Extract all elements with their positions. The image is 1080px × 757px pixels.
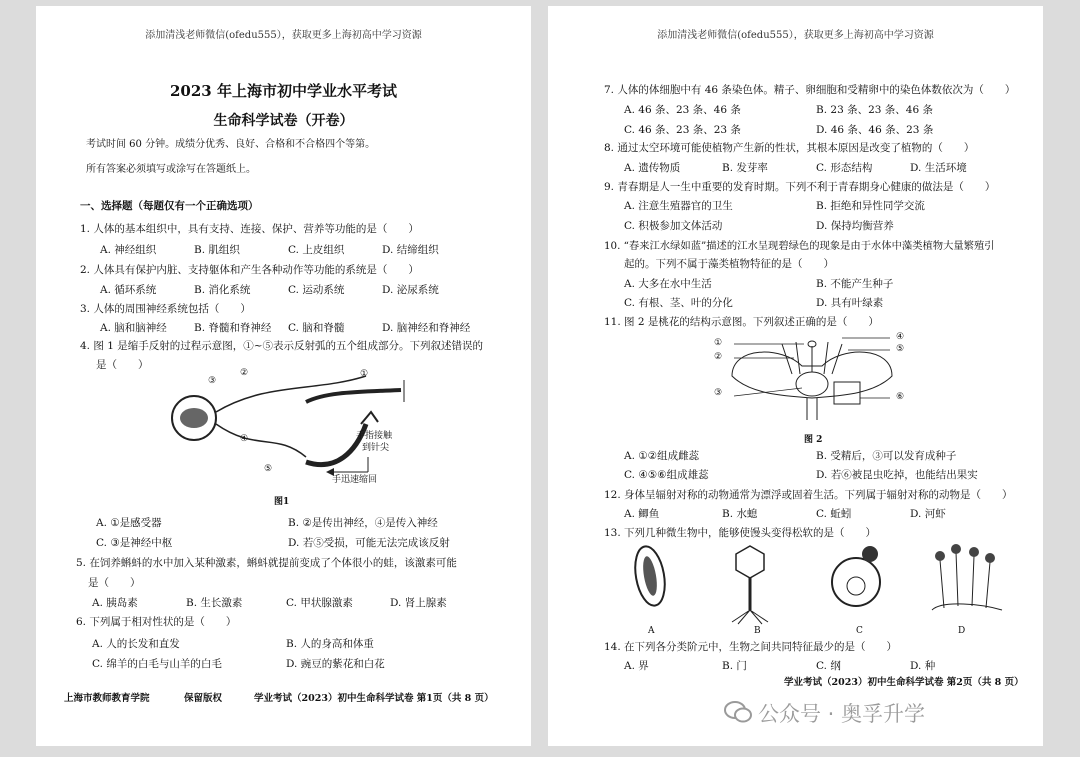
option: D. 具有叶绿素 — [816, 297, 884, 309]
option: A. 循环系统 — [100, 284, 157, 296]
exam-subtitle: 生命科学试卷（开卷） — [213, 113, 354, 129]
option: B. 水螅 — [722, 508, 758, 520]
figure-label: ② — [714, 352, 723, 362]
question-stem: 12. 身体呈辐射对称的动物通常为漂浮或固着生活。下列属于辐射对称的动物是（ ） — [604, 489, 1013, 501]
option: C. ③是神经中枢 — [96, 537, 173, 549]
question-stem: 8. 通过太空环境可能使植物产生新的性状，其根本原因是改变了植物的（ ） — [604, 142, 975, 154]
question-stem: 4. 图 1 是缩手反射的过程示意图，①~⑤表示反射弧的五个组成部分。下列叙述错误的 — [80, 340, 484, 352]
option: D. 46 条、46 条、23 条 — [816, 124, 934, 136]
exam-title: 2023 年上海市初中学业水平考试 — [170, 82, 397, 100]
option: D. 生活环境 — [910, 162, 967, 174]
figure-label: ③ — [714, 388, 723, 398]
figure-label: ② — [240, 368, 249, 378]
question-stem: 6. 下列属于相对性状的是（ ） — [76, 616, 237, 628]
exam-note: 考试时间 60 分钟。成绩分优秀、良好、合格和不合格四个等第。 — [86, 139, 376, 150]
option: A. 胰岛素 — [92, 597, 138, 609]
figure-label: ⑤ — [264, 464, 273, 474]
option: C. 蚯蚓 — [816, 508, 852, 520]
figure-label: B — [754, 626, 761, 636]
question-stem: 14. 在下列各分类阶元中，生物之间共同特征最少的是（ ） — [604, 641, 898, 653]
figure-label: A — [648, 626, 655, 636]
option: B. 肌组织 — [194, 244, 240, 256]
figure-annotation: 手迅速缩回 — [332, 475, 378, 485]
option: B. 人的身高和体重 — [286, 638, 374, 650]
option: D. 保持均衡营养 — [816, 220, 894, 232]
option: D. 结缔组织 — [382, 244, 439, 256]
option: B. 脊髓和脊神经 — [194, 322, 272, 334]
option: A. 注意生殖器官的卫生 — [624, 200, 733, 212]
option: B. 受精后，③可以发育成种子 — [816, 450, 957, 462]
peach-flower-figure — [722, 326, 905, 422]
option: C. 脑和脊髓 — [288, 322, 345, 334]
option: C. 积极参加文体活动 — [624, 220, 723, 232]
figure-annotation: 到针尖 — [362, 443, 390, 453]
option: B. 发芽率 — [722, 162, 768, 174]
option: C. 甲状腺激素 — [286, 597, 353, 609]
option: A. 大多在水中生活 — [624, 278, 712, 290]
option: A. 遗传物质 — [624, 162, 681, 174]
footer-copyright: 保留版权 — [184, 693, 223, 704]
footer-page-info: 学业考试（2023）初中生命科学试卷 第1页（共 8 页） — [254, 693, 494, 704]
option: B. 门 — [722, 660, 747, 672]
option: C. 上皮组织 — [288, 244, 345, 256]
option: B. 不能产生种子 — [816, 278, 894, 290]
figure-label: ③ — [208, 376, 217, 386]
question-stem: 2. 人体具有保护内脏、支持躯体和产生各种动作等功能的系统是（ ） — [80, 264, 419, 276]
option: D. 肾上腺素 — [390, 597, 447, 609]
option: D. 若⑥被昆虫吃掉，也能结出果实 — [816, 469, 978, 481]
figure-label: ⑤ — [896, 344, 905, 354]
question-stem: 是（ ） — [96, 359, 149, 371]
option: C. 46 条、23 条、23 条 — [624, 124, 741, 136]
option: B. 拒绝和异性同学交流 — [816, 200, 925, 212]
option: C. 绵羊的白毛与山羊的白毛 — [92, 658, 222, 670]
question-stem: 5. 在饲养蝌蚪的水中加入某种激素，蝌蚪就提前变成了个体很小的蛙，该激素可能 — [76, 557, 457, 569]
exam-page-1 — [36, 6, 531, 746]
option: D. 泌尿系统 — [382, 284, 439, 296]
option: A. 鲫鱼 — [624, 508, 660, 520]
option: A. 神经组织 — [100, 244, 157, 256]
figure-label: ④ — [240, 434, 249, 444]
figure-annotation: 手指接触 — [356, 431, 393, 441]
question-stem: 11. 图 2 是桃花的结构示意图。下列叙述正确的是（ ） — [604, 316, 879, 328]
option: D. 若⑤受损，可能无法完成该反射 — [288, 537, 450, 549]
figure-label: ④ — [896, 332, 905, 342]
figure-label: ① — [360, 369, 369, 379]
option: D. 豌豆的紫花和白花 — [286, 658, 385, 670]
footer-publisher: 上海市教师教育学院 — [64, 693, 150, 704]
question-stem: 1. 人体的基本组织中，具有支持、连接、保护、营养等功能的是（ ） — [80, 223, 419, 235]
option: A. 人的长发和直发 — [92, 638, 180, 650]
footer-page-info: 学业考试（2023）初中生命科学试卷 第2页（共 8 页） — [784, 677, 1024, 688]
question-stem: 9. 青春期是人一生中重要的发育时期。下列不利于青春期身心健康的做法是（ ） — [604, 181, 996, 193]
option: B. 生长激素 — [186, 597, 243, 609]
option: A. 界 — [624, 660, 649, 672]
figure-caption: 图 2 — [804, 435, 823, 445]
question-stem: 起的。下列不属于藻类植物特征的是（ ） — [624, 258, 834, 270]
reflex-arc-figure — [156, 362, 426, 492]
option: D. 脑神经和脊神经 — [382, 322, 471, 334]
option: B. ②是传出神经，④是传入神经 — [288, 517, 438, 529]
question-stem: 3. 人体的周围神经系统包括（ ） — [80, 303, 251, 315]
option: B. 消化系统 — [194, 284, 251, 296]
option: C. 运动系统 — [288, 284, 345, 296]
option: A. 脑和脑神经 — [100, 322, 167, 334]
option: A. ①②组成雌蕊 — [624, 450, 700, 462]
question-stem: 是（ ） — [88, 577, 141, 589]
question-stem: 7. 人体的体细胞中有 46 条染色体。精子、卵细胞和受精卵中的染色体数依次为（ ） — [604, 84, 1016, 96]
option: C. ④⑤⑥组成雄蕊 — [624, 469, 709, 481]
section-heading: 一、选择题（每题仅有一个正确选项） — [80, 200, 259, 212]
question-stem: 13. 下列几种微生物中，能够使馒头变得松软的是（ ） — [604, 527, 877, 539]
option: D. 河虾 — [910, 508, 946, 520]
option: C. 形态结构 — [816, 162, 873, 174]
exam-note: 所有答案必须填写或涂写在答题纸上。 — [86, 164, 256, 175]
figure-label: ⑥ — [896, 392, 905, 402]
question-stem: 10. “春来江水绿如蓝”描述的江水呈现碧绿色的现象是由于水体中藻类植物大量繁殖引 — [604, 240, 995, 252]
figure-label: ① — [714, 338, 723, 348]
option: A. 46 条、23 条、46 条 — [624, 104, 741, 116]
option: C. 有根、茎、叶的分化 — [624, 297, 733, 309]
option: D. 种 — [910, 660, 936, 672]
microbes-figure — [622, 540, 1012, 626]
figure-label: D — [958, 626, 966, 636]
page-header: 添加清浅老师微信(ofedu555），获取更多上海初高中学习资源 — [657, 30, 934, 41]
watermark-text: 公众号 · 奥孚升学 — [758, 702, 926, 726]
option: C. 纲 — [816, 660, 841, 672]
option: B. 23 条、23 条、46 条 — [816, 104, 933, 116]
figure-caption: 图1 — [274, 497, 290, 507]
page-header: 添加清浅老师微信(ofedu555），获取更多上海初高中学习资源 — [145, 30, 422, 41]
option: A. ①是感受器 — [96, 517, 162, 529]
exam-page-2 — [548, 6, 1043, 746]
figure-label: C — [856, 626, 863, 636]
wechat-icon — [724, 700, 752, 724]
